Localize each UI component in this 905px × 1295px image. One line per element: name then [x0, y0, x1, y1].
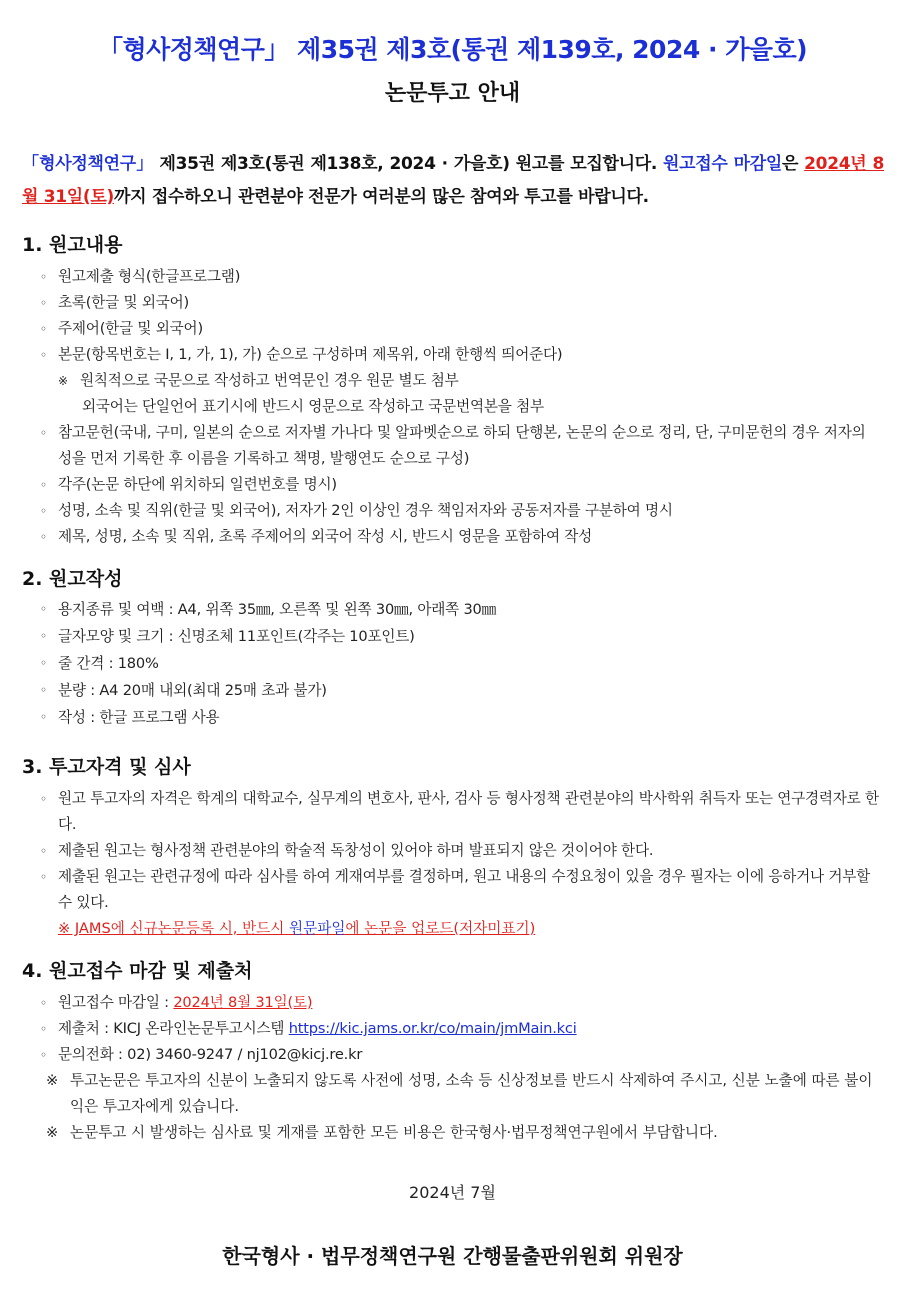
bullet-icon: ◦	[40, 504, 47, 518]
section-submission	[0, 956, 905, 1146]
submission-deadline: 2024년 8월 31일(토)	[173, 994, 313, 1011]
note-mark: ※	[58, 374, 68, 388]
list-item: ◦ 제출된 원고는 형사정책 관련분야의 학술적 독창성이 있어야 하며 발표되지 않은 것이어야 한다.	[40, 838, 880, 864]
bullet-icon: ◦	[40, 629, 47, 643]
bullet-icon: ◦	[40, 683, 47, 697]
note-item: 외국어는 단일언어 표기시에 반드시 영문으로 작성하고 국문번역본을 첨부	[82, 398, 544, 415]
intro-text-2: 은	[781, 154, 805, 174]
bullet-icon: ◦	[40, 870, 47, 884]
section-heading: 2. 원고작성	[22, 568, 123, 590]
note-mark: ※	[46, 1072, 59, 1089]
issue-date: 2024년 7월	[409, 1183, 496, 1202]
list-item: ◦ 제출처 : KICJ 온라인논문투고시스템 https://kic.jams.or.kr/co/main/jmMain.kci	[40, 1016, 880, 1042]
bullet-icon: ◦	[40, 1048, 47, 1062]
bullet-icon: ◦	[40, 792, 47, 806]
bullet-icon: ◦	[40, 270, 47, 284]
item-list	[40, 264, 880, 550]
intro-paragraph	[22, 148, 884, 214]
note-item: ※ 원칙적으로 국문으로 작성하고 번역문인 경우 원문 별도 첨부	[40, 368, 880, 394]
list-item: ◦ 제목, 성명, 소속 및 직위, 초록 주제어의 외국어 작성 시, 반드시 영문을 포함하여 작성	[40, 524, 880, 550]
bullet-icon: ◦	[40, 322, 47, 336]
section-heading: 3. 투고자격 및 심사	[22, 756, 191, 778]
bullet-icon: ◦	[40, 426, 47, 440]
list-item: ◦ 원고접수 마감일 : 2024년 8월 31일(토)	[40, 990, 880, 1016]
list-item: ◦ 글자모양 및 크기 : 신명조체 11포인트(각주는 10포인트)	[40, 623, 880, 650]
bullet-icon: ◦	[40, 530, 47, 544]
section-manuscript-content	[0, 230, 905, 550]
jams-upload-notice: ※ JAMS에 신규논문등록 시, 반드시 원문파일에 논문을 업로드(저자미표기)	[58, 920, 536, 937]
item-list	[40, 990, 880, 1068]
bullet-icon: ◦	[40, 844, 47, 858]
list-item: ◦ 작성 : 한글 프로그램 사용	[40, 704, 880, 731]
bullet-icon: ◦	[40, 710, 47, 724]
bullet-icon: ◦	[40, 602, 47, 616]
note-item: ※ 논문투고 시 발생하는 심사료 및 게재를 포함한 모든 비용은 한국형사·법무정책연구원에서 부담합니다.	[46, 1120, 878, 1146]
signature: 한국형사 · 법무정책연구원 간행물출판위원회 위원장	[222, 1244, 683, 1268]
list-item: ◦ 원고제출 형식(한글프로그램)	[40, 264, 880, 290]
section-eligibility-review	[0, 752, 905, 942]
notes-block	[46, 1068, 878, 1146]
bullet-icon: ◦	[40, 1022, 47, 1036]
list-item: ◦ 용지종류 및 여백 : A4, 위쪽 35㎜, 오른쪽 및 왼쪽 30㎜, 아래쪽 30㎜	[40, 596, 880, 623]
intro-text-3: 까지 접수하오니 관련분야 전문가 여러분의 많은 참여와 투고를 바랍니다.	[113, 187, 649, 207]
list-item: ◦ 각주(논문 하단에 위치하되 일련번호를 명시)	[40, 472, 880, 498]
section-heading: 4. 원고접수 마감 및 제출처	[22, 960, 253, 982]
item-list	[40, 596, 880, 731]
list-item: ◦ 제출된 원고는 관련규정에 따라 심사를 하여 게재여부를 결정하며, 원고 내용의 수정요청이 있을 경우 필자는 이에 응하거나 거부할 수 있다.	[40, 864, 880, 916]
list-item: ◦ 참고문헌(국내, 구미, 일본의 순으로 저자별 가나다 및 알파벳순으로 하되 단행본, 논문의 순으로 정리, 단, 구미문헌의 경우 저자의 성을 먼저 기록한 후 이름을 기록하고 책명, 발행연도 순으로 구성)	[40, 420, 880, 472]
bullet-icon: ◦	[40, 348, 47, 362]
bullet-icon: ◦	[40, 478, 47, 492]
note-mark: ※	[46, 1124, 59, 1141]
list-item: ◦ 원고 투고자의 자격은 학계의 대학교수, 실무계의 변호사, 판사, 검사 등 형사정책 관련분야의 박사학위 취득자 또는 연구경력자로 한다.	[40, 786, 880, 838]
deadline-label: 원고접수 마감일	[663, 154, 782, 174]
bullet-icon: ◦	[40, 296, 47, 310]
list-item: ◦ 본문(항목번호는 Ⅰ, 1, 가, 1), 가) 순으로 구성하며 제목위, 아래 한행씩 띄어준다)	[40, 342, 880, 368]
item-list	[40, 786, 880, 916]
document-subtitle: 논문투고 안내	[384, 81, 521, 106]
document-title: 「형사정책연구」 제35권 제3호(통권 제139호, 2024 · 가을호)	[97, 35, 808, 64]
journal-name: 「형사정책연구」	[22, 154, 154, 174]
note-item: ※ 투고논문은 투고자의 신분이 노출되지 않도록 사전에 성명, 소속 등 신상정보를 반드시 삭제하여 주시고, 신분 노출에 따른 불이익은 투고자에게 있습니다.	[46, 1068, 878, 1120]
original-file-label: 원문파일	[289, 920, 346, 937]
list-item: ◦ 문의전화 : 02) 3460-9247 / nj102@kicj.re.kr	[40, 1042, 880, 1068]
list-item: ◦ 성명, 소속 및 직위(한글 및 외국어), 저자가 2인 이상인 경우 책임저자와 공동저자를 구분하여 명시	[40, 498, 880, 524]
list-item: ◦ 초록(한글 및 외국어)	[40, 290, 880, 316]
bullet-icon: ◦	[40, 656, 47, 670]
list-item: ◦ 줄 간격 : 180%	[40, 650, 880, 677]
list-item: ◦ 분량 : A4 20매 내외(최대 25매 초과 불가)	[40, 677, 880, 704]
deadline-date: 2024년 8월 31일(토)	[22, 154, 884, 207]
list-item: ◦ 주제어(한글 및 외국어)	[40, 316, 880, 342]
section-manuscript-format	[0, 564, 905, 731]
section-heading: 1. 원고내용	[22, 234, 123, 256]
submission-system-link[interactable]: https://kic.jams.or.kr/co/main/jmMain.kci	[288, 1020, 577, 1037]
bullet-icon: ◦	[40, 996, 47, 1010]
intro-text-1: 제35권 제3호(통권 제138호, 2024 · 가을호) 원고를 모집합니다.	[153, 154, 664, 174]
